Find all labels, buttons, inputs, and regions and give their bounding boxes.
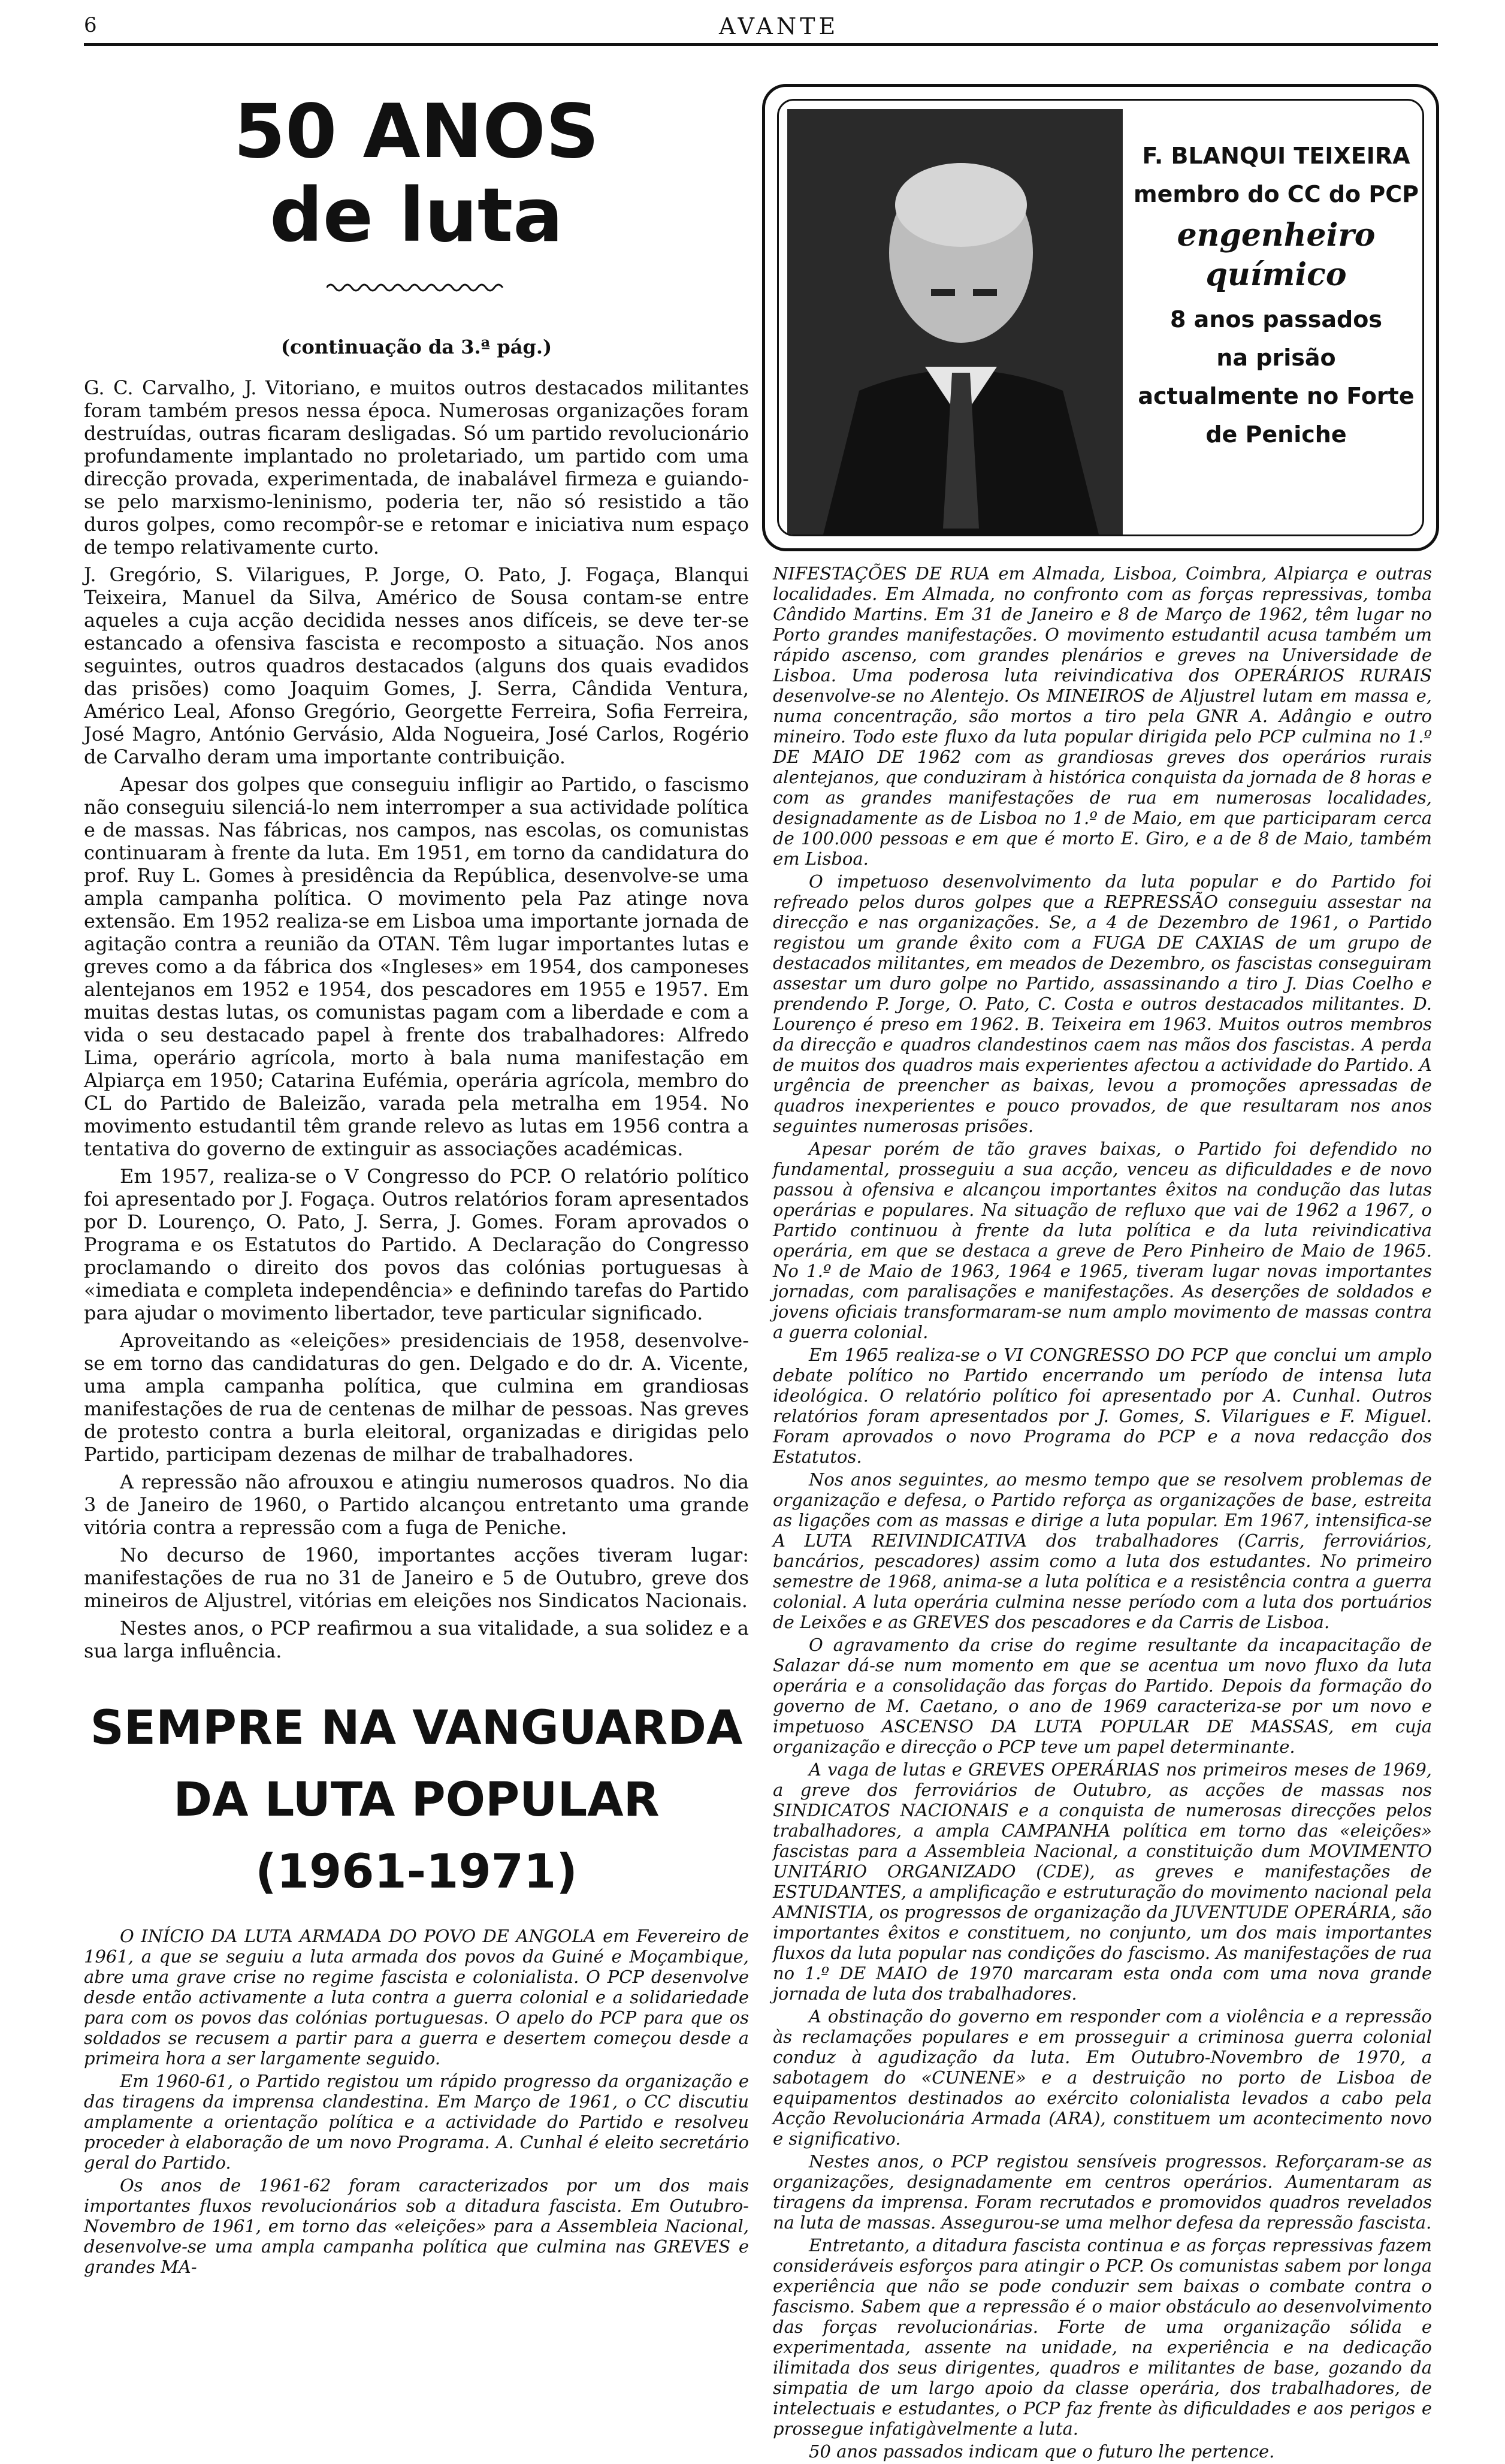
caption-name: F. BLANQUI TEIXEIRA [1142,143,1410,169]
italic-paragraph: O agravamento da crise do regime resultante da incapacitação de Salazar dá-se num momento em que se acentua um novo fluxo da luta operária e a consolidação das forças do Partido. Depois da formação do governo de M. Caetano, o ano de 1969 caracteriza-se por um novo e impetuoso ASCENSO DA LUTA POPULAR DE MASSAS, em cuja organização e direcção o PCP teve um papel determinante. [773,1635,1432,1757]
caption-detail-line: 8 anos passados [1170,306,1382,333]
italic-paragraph: O INÍCIO DA LUTA ARMADA DO POVO DE ANGOLA em Fevereiro de 1961, a que se seguiu a luta armada dos povos da Guiné e Moçambique, abre uma grave crise no regime fascista e colonialista. O PCP desenvolve desde então activamente a luta contra a guerra colonial e a solidariedade para com os povos das colónias portuguesas. O apelo do PCP para que os soldados se recusem a partir para a guerra e desertem começou desde a primeira hora a ser largamente seguido. [84,1926,749,2069]
article-title-line1: 50 ANOS [233,89,600,175]
newspaper-name: AVANTE [719,13,839,40]
body-paragraph: G. C. Carvalho, J. Vitoriano, e muitos outros destacados militantes foram também presos nessa época. Numerosas organizações foram destruídas, outras ficaram desligadas. Só um partido revolucionário profundamente implantado no proletariado, um partido com uma direcção provada, experimentada, de inabalável firmeza e guiando-se pelo marxismo-leninismo, poderia ter, não só resistido a tão duros golpes, como recompôr-se e retomar e iniciativa num espaço de tempo relativamente curto. [84,376,749,558]
section-headline-line2: DA LUTA POPULAR [173,1773,660,1827]
article-title-line2: de luta [270,173,563,259]
portrait-caption [1126,119,1424,448]
closing-line: 50 anos passados indicam que o futuro lhe pertence. [809,2441,1275,2462]
italic-paragraph: Nos anos seguintes, ao mesmo tempo que se resolvem problemas de organização e defesa, o Partido reforça as organizações de base, estreita as ligações com as massas e dirige a luta popular. Em 1967, intensifica-se A LUTA REIVINDICATIVA dos trabalhadores (Carris, ferroviários, bancários, pescadores) assim como a luta dos estudantes. No primeiro semestre de 1968, anima-se a luta política e a resistência contra a guerra colonial. A luta operária culmina nesse período com a luta dos portuários de Leixões e as GREVES dos pescadores e da Carris de Lisboa. [773,1469,1432,1632]
header-rule [84,43,1438,46]
section-headline-line1: SEMPRE NA VANGUARDA [90,1701,743,1755]
body-paragraph: Nestes anos, o PCP reafirmou a sua vitalidade, a sua solidez e a sua larga influência. [84,1617,749,1662]
left-column [84,78,749,2279]
body-paragraph: Apesar dos golpes que conseguiu infligir ao Partido, o fascismo não conseguiu silenciá-lo nem interromper a sua actividade política e de massas. Nas fábricas, nos campos, nas escolas, os comunistas continuaram à frente da luta. Em 1951, em torno da candidatura do prof. Ruy L. Gomes à presidência da República, desenvolve-se uma ampla campanha política. O movimento pela Paz atinge nova extensão. Em 1952 realiza-se em Lisboa uma importante jornada de agitação contra a reunião da OTAN. Têm lugar importantes lutas e greves como a da fábrica dos «Ingleses» em 1954, dos camponeses alentejanos em 1952 e 1954, dos pescadores em 1955 e 1957. Em muitas destas lutas, os comunistas pagam com a liberdade e com a vida o seu destacado papel à frente dos trabalhadores: Alfredo Lima, operário agrícola, morto à bala numa manifestação em Alpiarça em 1950; Catarina Eufémia, operária agrícola, membro do CL do Partido de Baleizão, varada pela metralha em 1954. No movimento estudantil têm grande relevo as lutas em 1956 contra a tentativa do governo de extinguir as associações académicas. [84,773,749,1160]
italic-paragraph: O impetuoso desenvolvimento da luta popular e do Partido foi refreado pelos duros golpes que a REPRESSÃO conseguiu assestar na direcção e nas organizações. Se, a 4 de Dezembro de 1961, o Partido registou um grande êxito com a FUGA DE CAXIAS de um grupo de destacados militantes, em meados de Dezembro, os fascistas conseguiram assestar um duro golpe no Partido, assassinando a tiro J. Dias Coelho e prendendo P. Jorge, O. Pato, C. Costa e outros destacados militantes. D. Lourenço é preso em 1962. B. Teixeira em 1963. Muitos outros membros da direcção e quadros clandestinos caem nas mãos dos fascistas. A perda de muitos dos quadros mais experientes afectou a actividade do Partido. A urgência de preencher as baixas, levou a promoções apressadas de quadros inexperientes e pouco provados, de que resultaram nos anos seguintes numerosas prisões. [773,871,1432,1136]
caption-profession-line1: engenheiro [1177,217,1376,253]
page-number: 6 [84,13,97,37]
italic-paragraph: Os anos de 1961-62 foram caracterizados por um dos mais importantes fluxos revolucionários sob a ditadura fascista. Em Outubro-Novembro de 1961, em torno das «eleições» para a Assembleia Nacional, desenvolve-se uma ampla campanha política que culmina nas GREVES e grandes MA- [84,2175,749,2277]
portrait-box [762,84,1439,551]
body-paragraph: Aproveitando as «eleições» presidenciais de 1958, desenvolve-se em torno das candidaturas do gen. Delgado e do dr. A. Vicente, uma ampla campanha política, que culmina em grandiosas manifestações de rua de centenas de milhar de pessoas. Nas greves de protesto contra a burla eleitoral, organizadas e dirigidas pelo Partido, participam dezenas de milhar de trabalhadores. [84,1329,749,1466]
right-column [773,563,1432,2464]
section-headline [84,1692,749,1908]
article-title [84,90,749,258]
caption-detail-line: de Peniche [1205,421,1347,448]
caption-profession [1126,216,1424,295]
italic-paragraph: A vaga de lutas e GREVES OPERÁRIAS nos primeiros meses de 1969, a greve dos ferroviários de Outubro, as acções de massas nos SINDICATOS NACIONAIS e a conquista de numerosas direcções pelos trabalhadores, a ampla CAMPANHA política em torno das «eleições» fascistas para a Assembleia Nacional, a constituição dum MOVIMENTO UNITÁRIO ORGANIZADO (CDE), as greves e manifestações de ESTUDANTES, a amplificação e estruturação do movimento nacional pela AMNISTIA, os progressos de organização da JUVENTUDE OPERÁRIA, são importantes êxitos e constituem, no conjunto, um dos mais importantes fluxos da luta popular nas condições do fascismo. As manifestações de rua no 1.º DE MAIO de 1970 marcaram esta onda com uma nova grande jornada de luta dos trabalhadores. [773,1759,1432,2004]
caption-role: membro do CC do PCP [1134,181,1419,207]
italic-paragraph: Entretanto, a ditadura fascista continua e as forças repressivas fazem consideráveis esforços para atingir o PCP. Os comunistas sabem por longa experiência que não se pode conduzir sem baixas o combate contra o fascismo. Sabem que a repressão é o maior obstáculo ao desenvolvimento das forças revolucionárias. Forte de uma organização sólida e experimentada, assente na unidade, na experiência e na dedicação ilimitada dos seus dirigentes, quadros e militantes de base, gozando da simpatia de um largo apoio da classe operária, dos trabalhadores, de intelectuais e estudantes, o PCP faz frente às dificuldades e aos perigos e prossegue infatigàvelmente a luta. [773,2235,1432,2439]
italic-paragraph: A obstinação do governo em responder com a violência e a repressão às reclamações populares e em prosseguir a criminosa guerra colonial conduz à agudização da luta. Em Outubro-Novembro de 1970, a sabotagem do «CUNENE» e a destruição no porto de Lisboa de equipamentos destinados ao exército colonialista levados a cabo pela Acção Revolucionária Armada (ARA), constituem um acontecimento novo e significativo. [773,2006,1432,2149]
italic-paragraph: Apesar porém de tão graves baixas, o Partido foi defendido no fundamental, prosseguiu a sua acção, venceu as dificuldades e de novo passou à ofensiva e alcançou importantes êxitos na condução das lutas operárias e populares. Na situação de refluxo que vai de 1962 a 1967, o Partido continuou à frente da luta política e da luta reivindicativa operária, em que se destaca a greve de Pero Pinheiro de Maio de 1965. No 1.º de Maio de 1963, 1964 e 1965, tiveram lugar novas importantes jornadas, com paralisações e manifestações. As deserções de soldados e jovens oficiais transformaram-se num amplo movimento de massas contra a guerra colonial. [773,1139,1432,1342]
body-paragraph: No decurso de 1960, importantes acções tiveram lugar: manifestações de rua no 31 de Janeiro e 5 de Outubro, greve dos mineiros de Aljustrel, vitórias em eleições nos Sindicatos Nacionais. [84,1544,749,1612]
continuation-note: (continuação da 3.ª pág.) [280,336,552,358]
body-paragraph: Em 1957, realiza-se o V Congresso do PCP. O relatório político foi apresentado por J. Fogaça. Outros relatórios foram apresentados por D. Lourenço, O. Pato, J. Serra, J. Gomes. Foram aprovados o Programa e os Estatutos do Partido. A Declaração do Congresso proclamando o direito dos povos das colónias portuguesas à «imediata e completa independência» e definindo tarefas do Partido para ajudar o movimento libertador, teve particular significado. [84,1165,749,1324]
portrait-photo [787,109,1123,535]
portrait-box-inner [777,99,1424,536]
section-headline-line3: (1961-1971) [255,1845,578,1899]
portrait-silhouette [787,109,1123,535]
italic-paragraph: Em 1965 realiza-se o VI CONGRESSO DO PCP que conclui um amplo debate político no Partido encerrando um período de intensa luta ideológica. O relatório político foi apresentado por A. Cunhal. Outros relatórios foram apresentados por J. Gomes, S. Vilarigues e F. Miguel. Foram aprovados o novo Programa do PCP e a nova redacção dos Estatutos. [773,1345,1432,1467]
decorative-squiggle [327,282,506,294]
italic-paragraph: Em 1960-61, o Partido registou um rápido progresso da organização e das tiragens da imprensa clandestina. Em Março de 1961, o CC discutiu amplamente a orientação política e a actividade do Partido e resolveu proceder à elaboração de um novo Programa. A. Cunhal é eleito secretário geral do Partido. [84,2071,749,2173]
italic-paragraph: Nestes anos, o PCP registou sensíveis progressos. Reforçaram-se as organizações, designadamente em centros operários. Aumentaram as tiragens da imprensa. Foram recrutados e promovidos quadros revelados na luta de massas. Assegurou-se uma melhor defesa da repressão fascista. [773,2151,1432,2233]
body-paragraph: A repressão não afrouxou e atingiu numerosos quadros. No dia 3 de Janeiro de 1960, o Partido alcançou entretanto uma grande vitória contra a repressão com a fuga de Peniche. [84,1470,749,1539]
caption-detail-line: actualmente no Forte [1138,383,1415,409]
body-paragraph: J. Gregório, S. Vilarigues, P. Jorge, O. Pato, J. Fogaça, Blanqui Teixeira, Manuel da Silva, Américo de Sousa contam-se entre aqueles a cuja acção decidida nesses anos difíceis, se deve ter-se estancado a ofensiva fascista e recomposto a situação. Nos anos seguintes, outros quadros destacados (alguns dos quais evadidos das prisões) como Joaquim Gomes, J. Serra, Cândida Ventura, Américo Leal, Afonso Gregório, Georgette Ferreira, Sofia Ferreira, José Magro, António Gervásio, Alda Nogueira, José Carlos, Rogério de Carvalho deram uma importante contribuição. [84,563,749,768]
italic-paragraph: NIFESTAÇÕES DE RUA em Almada, Lisboa, Coimbra, Alpiarça e outras localidades. Em Almada, no confronto com as forças repressivas, tomba Cândido Martins. Em 31 de Janeiro e 8 de Março de 1962, têm lugar no Porto grandes manifestações. O movimento estudantil acusa também um rápido ascenso, com grandes plenários e greves na Universidade de Lisboa. Uma poderosa luta reivindicativa dos OPERÁRIOS RURAIS desenvolve-se no Alentejo. Os MINEIROS de Aljustrel lutam em massa e, numa concentração, são mortos a tiro pela GNR A. Adângio e outro mineiro. Todo este fluxo da luta popular dirigida pelo PCP culmina no 1.º DE MAIO DE 1962 com as grandiosas greves dos operários rurais alentejanos, que conduziram à histórica conquista da jornada de 8 horas e com as grandes manifestações de rua em numerosas localidades, designadamente as de Lisboa no 1.º de Maio, em que participaram cerca de 100.000 pessoas e em que é morto E. Giro, e a de 8 de Maio, também em Lisboa. [773,563,1432,869]
caption-detail-line: na prisão [1216,345,1336,371]
caption-profession-line2: químico [1205,256,1347,293]
